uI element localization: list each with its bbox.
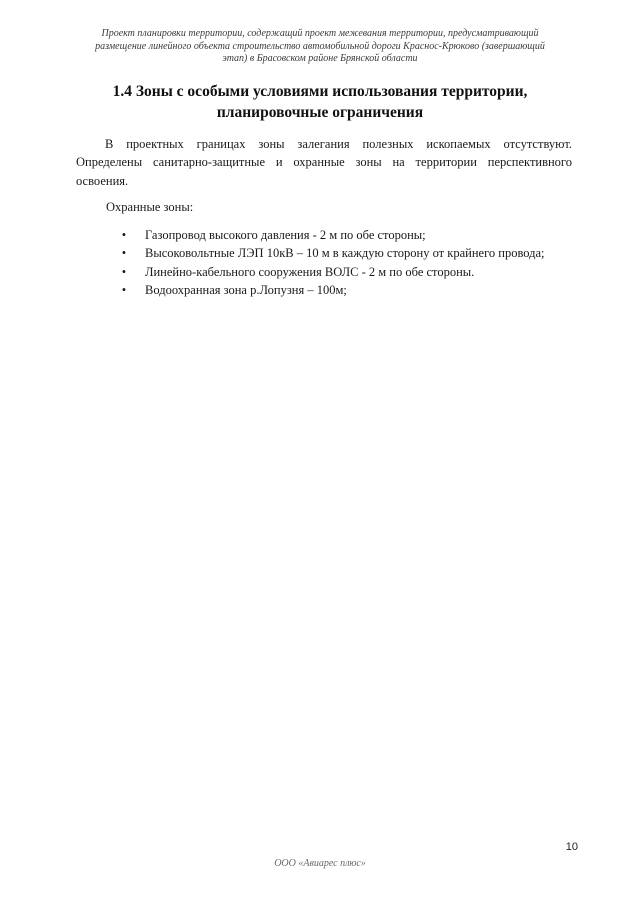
list-item	[119, 281, 545, 299]
section-title-line-2: планировочные ограничения	[216, 104, 424, 121]
header-line-2: размещение линейного объекта строительство автомобильной дороги Краснос-Крюково (завершающий	[95, 40, 545, 52]
list-item-text: Водоохранная зона р.Лопузня – 100м;	[145, 282, 347, 297]
section-title-line-1: 1.4 Зоны с особыми условиями использования территории,	[112, 83, 528, 100]
list-item-text: Высоковольтные ЛЭП 10кВ – 10 м в каждую сторону от крайнего провода;	[145, 246, 545, 261]
list-item	[119, 244, 545, 262]
running-footer: ООО «Авиарес плюс»	[274, 858, 366, 869]
page-number: 10	[565, 841, 578, 853]
list-item	[119, 263, 545, 281]
header-line-1: Проект планировки территории, содержащий проект межевания территории, предусматривающий	[101, 28, 539, 39]
section-title	[60, 81, 580, 123]
bullet-icon: •	[121, 228, 127, 242]
list-item-text: Линейно-кабельного сооружения ВОЛС - 2 м по обе стороны.	[145, 264, 475, 279]
body-paragraph: В проектных границах зоны залегания полезных ископаемых отсутствуют. Определены санитарно-защитные и охранные зоны на территории перспективного освоения.	[76, 137, 572, 188]
bullet-icon: •	[121, 282, 127, 297]
protected-zones-list	[119, 226, 545, 299]
running-header	[60, 28, 580, 66]
list-item-text: Газопровод высокого давления - 2 м по обе стороны;	[145, 228, 426, 242]
bullet-icon: •	[121, 246, 127, 261]
list-item	[119, 226, 545, 244]
bullet-icon: •	[121, 264, 127, 279]
header-line-3: этап) в Брасовском районе Брянской области	[222, 53, 418, 64]
list-heading: Охранные зоны:	[106, 200, 194, 214]
